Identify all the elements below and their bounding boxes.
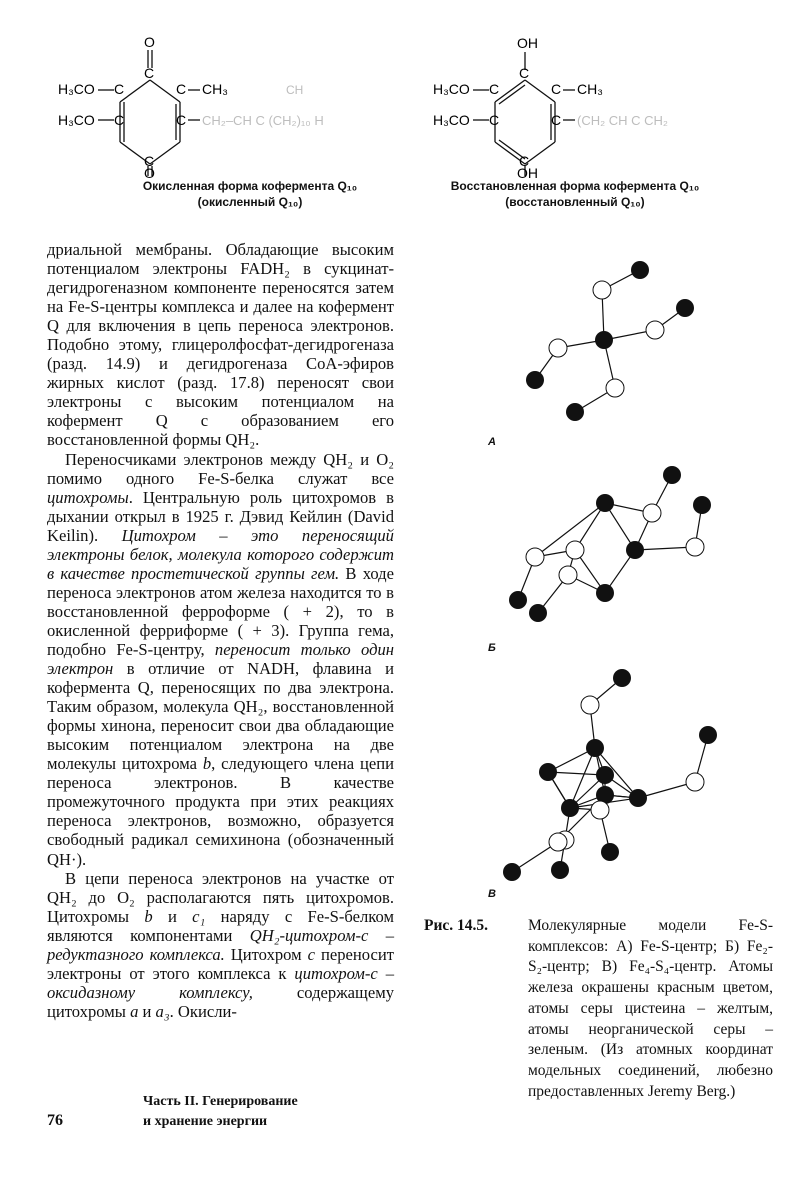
ox-faint-chain: CH₂–CH C (CH₂)₁₀ H <box>202 113 324 128</box>
ox-faint-ch: CH <box>286 83 304 97</box>
red-ring-c-ur: C <box>551 81 562 97</box>
fe-atom <box>595 331 613 349</box>
atom <box>566 541 584 559</box>
red-ring-c-ul: C <box>489 81 500 97</box>
ox-ring-c-bottom: C <box>144 153 155 169</box>
ox-methyl: CH₃ <box>202 81 228 97</box>
ox-ring-c-lr: C <box>176 112 187 128</box>
footer-part-line1: Часть II. Генерирование <box>143 1094 298 1109</box>
model-a-fe-s <box>500 240 730 450</box>
c-atom <box>566 403 584 421</box>
model-c-fe4-s4 <box>490 660 740 890</box>
atom <box>503 863 521 881</box>
paragraph-1: дриальной мембраны. Обладающие высоким потенциалом электроны FADH₂ в сукцинат-дегидрогеназном компоненте переносятся затем на Fe-S-центры комплекса и далее на кофермент Q для включения в цепь переноса электронов. Подобно этому, глицеролфосфат-дегидрогеназа (разд. 14.9) и дегидрогеназа CoA-эфиров жирных кислот (разд. 17.8) переносят свои электроны с высоким потенциалом на кофермент Q с образованием его восстановленной формы QH₂. <box>47 240 394 450</box>
red-ring-c-bottom: C <box>519 153 530 169</box>
atom <box>686 773 704 791</box>
atom <box>529 604 547 622</box>
red-ring-c-top: C <box>519 65 530 81</box>
atom <box>539 763 557 781</box>
reduced-caption-line2: (восстановленный Q₁₀) <box>505 195 645 209</box>
atom <box>596 494 614 512</box>
atom <box>596 584 614 602</box>
model-b-fe2-s2 <box>490 455 730 655</box>
ox-ring-c-ul: C <box>114 81 125 97</box>
red-methoxy-1: H₃CO <box>433 81 470 97</box>
footer-part-line2: и хранение энергии <box>143 1114 268 1129</box>
atom <box>551 861 569 879</box>
atom <box>601 843 619 861</box>
atom <box>663 466 681 484</box>
ox-o-top: O <box>144 34 155 50</box>
ox-o-bottom: O <box>144 165 155 180</box>
reduced-q10-structure <box>415 30 795 180</box>
red-methyl: CH₃ <box>577 81 603 97</box>
atom <box>509 591 527 609</box>
atom <box>613 669 631 687</box>
running-footer <box>143 1092 298 1132</box>
paragraph-2: Переносчиками электронов между QH₂ и O₂ помимо одного Fe-S-белка служат все цитохромы. Центральную роль цитохромов в дыхании открыл в 1925 г. Дэвид Кейлин (David Keilin). Цитохром – это переносящий электроны белок, молекула которого содержит в качестве простетической группы гем. В ходе переноса электронов атом железа находится то в восстановленной ферроформе ( + 2), то в окисленной ферриформе ( + 3). Группа гема, подобно Fe-S-центру, переносит только один электрон в отличие от NADH, флавина и кофермента Q, переносящих по два электрона. Таким образом, молекула QH₂, восстановленной формы хинона, переносит свои два обладающие высоким потенциалом электрона на две молекулы цитохрома b, следующего члена цепи переноса электронов. В качестве промежуточного продукта при этих реакциях переноса электронов, возможно, образуется свободный радикал семихинона (обозначенный QH·). <box>47 449 394 869</box>
atom <box>591 801 609 819</box>
red-faint-chain: (CH₂ CH C CH₂ <box>577 113 668 128</box>
atom <box>581 696 599 714</box>
reduced-q10-caption <box>445 178 705 210</box>
red-ring-c-ll: C <box>489 112 500 128</box>
atom <box>643 504 661 522</box>
oxidized-q10-structure <box>40 30 400 180</box>
figure-number: Рис. 14.5. <box>424 917 489 934</box>
red-oh-bottom: OH <box>517 165 538 180</box>
atom <box>686 538 704 556</box>
model-label-b: Б <box>488 642 496 654</box>
s-atom <box>606 379 624 397</box>
model-label-c: В <box>488 888 496 900</box>
atom <box>561 799 579 817</box>
ox-ring-c-ur: C <box>176 81 187 97</box>
c-atom <box>526 371 544 389</box>
atom <box>699 726 717 744</box>
figure-caption-text: Молекулярные модели Fe-S-комплексов: А) Fe-S-центр; Б) Fe₂-S₂-центр; В) Fe₄-S₄-центр. Атомы железа окрашены красным цветом, атомы серы цистеина – желтым, атомы неорганической серы – зеленым. (Из атомных координат модельных соединений, любезно предоставленных Jeremy Berg.) <box>528 917 773 1100</box>
atom <box>596 766 614 784</box>
ox-ring-c-top: C <box>144 65 155 81</box>
oxidized-caption-line1: Окисленная форма кофермента Q₁₀ <box>142 179 358 193</box>
atom <box>626 541 644 559</box>
paragraph-3: В цепи переноса электронов на участке от QH₂ до O₂ располагаются пять цитохромов. Цитохромы b и c₁ наряду с Fe-S-белком являются компонентами QH₂-цитохром-c – редуктазного комплекса. Цитохром c переносит электроны от этого комплекса к цитохром-c – оксидазному комплексу, содержащему цитохромы a и a₃. Окисли- <box>47 868 395 1021</box>
ox-methoxy-1: H₃CO <box>58 81 95 97</box>
s-atom <box>549 339 567 357</box>
s-atom <box>646 321 664 339</box>
page-number: 76 <box>47 1112 63 1129</box>
oxidized-caption-line2: (окисленный Q₁₀) <box>197 195 303 209</box>
red-oh-top: OH <box>517 35 538 51</box>
atom <box>526 548 544 566</box>
c-atom <box>631 261 649 279</box>
atom <box>629 789 647 807</box>
red-ring-c-lr: C <box>551 112 562 128</box>
atom <box>693 496 711 514</box>
ox-ring-c-ll: C <box>114 112 125 128</box>
atom <box>549 833 567 851</box>
model-label-a: А <box>488 436 496 448</box>
oxidized-q10-caption <box>140 178 360 210</box>
atom <box>559 566 577 584</box>
ox-methoxy-2: H₃CO <box>58 112 95 128</box>
reduced-caption-line1: Восстановленная форма кофермента Q₁₀ <box>450 179 700 193</box>
c-atom <box>676 299 694 317</box>
body-text-column <box>47 240 394 1021</box>
atom <box>586 739 604 757</box>
s-atom <box>593 281 611 299</box>
red-methoxy-2: H₃CO <box>433 112 470 128</box>
